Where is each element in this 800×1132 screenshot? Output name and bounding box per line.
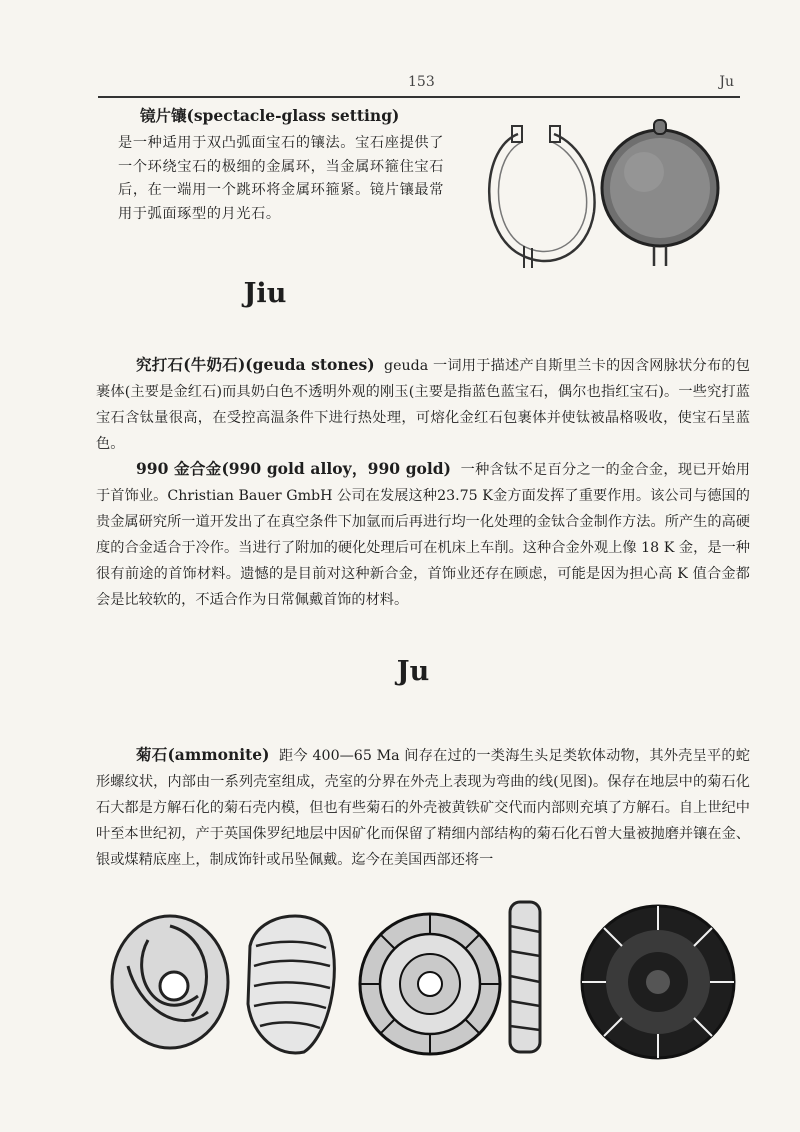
entry-title: 镜片镶(spectacle-glass setting) [140, 106, 400, 125]
page-header [98, 68, 740, 98]
entry-geuda [96, 352, 750, 457]
entry-body: 距今 400—65 Ma 间存在过的一类海生头足类软体动物，其外壳呈平的蛇形螺纹状，内部由一系列壳室组成，壳室的分界在外壳上表现为弯曲的线(见图)。保存在地层中的菊石化石大都是方解石化的菊石壳内模，但也有些菊石的外壳被黄铁矿交代而内部则充填了方解石。自上世纪中叶至本世纪初，产于英国侏罗纪地层中因矿化而保留了精细内部结构的菊石化石曾大量被抛磨并镶在金、银或煤精底座上，制成饰针或吊坠佩戴。迄今在美国西部还将一 [96, 748, 750, 868]
ammonite-figure [108, 896, 740, 1060]
section-heading-ju: Ju [396, 656, 430, 687]
page-number: 153 [408, 74, 435, 90]
ammonite-fossil-5 [582, 906, 734, 1058]
entry-title: 990 金合金(990 gold alloy，990 gold) [136, 459, 451, 478]
ammonite-fossils-illustration [108, 896, 740, 1060]
entry-990-gold [96, 456, 750, 613]
ammonite-fossil-1 [112, 916, 228, 1048]
entry-title: 菊石(ammonite) [136, 745, 270, 764]
header-rule [98, 96, 740, 98]
entry-body: 一种含钛不足百分之一的金合金，现已开始用于首饰业。Christian Bauer GmbH 公司在发展这种23.75 K金方面发挥了重要作用。该公司与德国的贵金属研究所一道开发出了在真空条件下加氩而后再进行均一化处理的金钛合金制作方法。所产生的高硬度的合金适合于冷作。当进行了附加的硬化处理后可在机床上车削。这种合金外观上像 18 K 金，是一种很有前途的首饰材料。遗憾的是目前对这种新合金，首饰业还存在顾虑，可能是因为担心高 K 值合金都会是比较软的，不适合作为日常佩戴首饰的材料。 [96, 462, 750, 608]
section-heading-jiu: Jiu [243, 278, 287, 309]
spectacle-setting-figure [476, 116, 726, 276]
entry-ammonite [96, 742, 750, 873]
entry-body: 是一种适用于双凸弧面宝石的镶法。宝石座提供了一个环绕宝石的极细的金属环，当金属环箍住宝石后，在一端用一个跳环将金属环箍紧。镜片镶最常用于弧面琢型的月光石。 [118, 135, 444, 222]
ammonite-fossil-3 [360, 914, 500, 1054]
ammonite-fossil-4 [510, 902, 540, 1052]
entry-title: 究打石(牛奶石)(geuda stones) [136, 355, 375, 374]
ammonite-fossil-2 [248, 916, 334, 1053]
spectacle-setting-ring-illustration [476, 116, 726, 276]
entry-body: geuda 一词用于描述产自斯里兰卡的因含网脉状分布的包裹体(主要是金红石)而具奶白色不透明外观的刚玉(主要是指蓝色蓝宝石，偶尔也指红宝石)。一些究打蓝宝石含钛量很高，在受控高温条件下进行热处理，可熔化金红石包裹体并使钛被晶格吸收，使宝石呈蓝色。 [96, 358, 750, 452]
running-head: Ju [719, 74, 734, 90]
